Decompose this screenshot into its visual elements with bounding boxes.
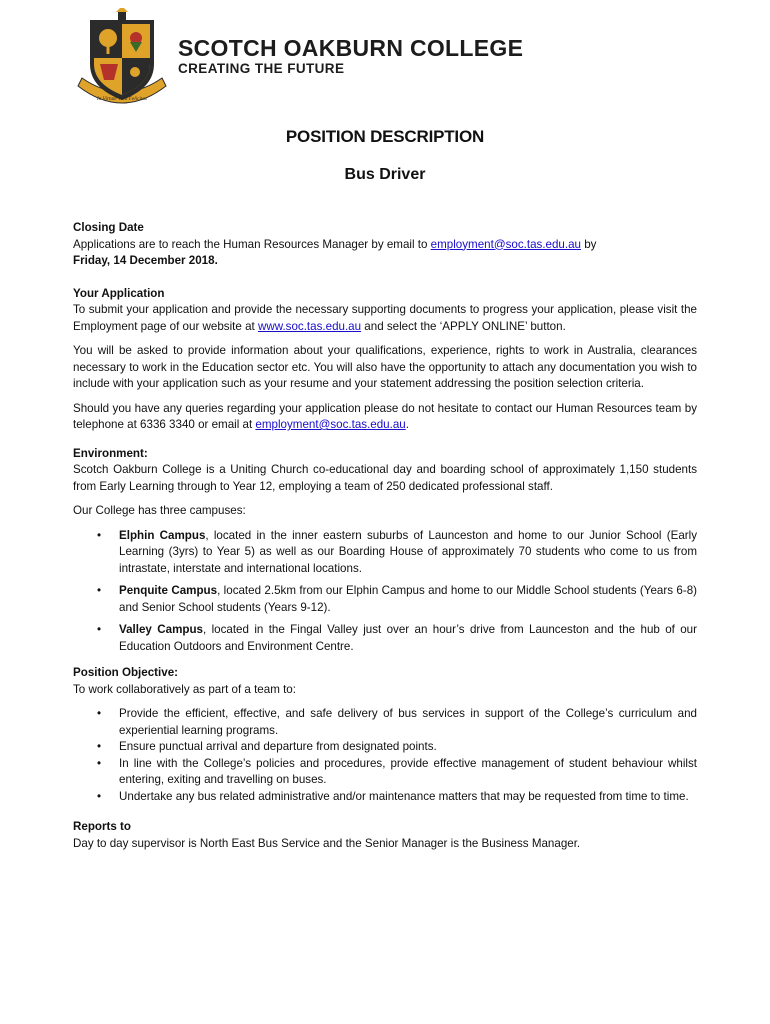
list-item <box>73 622 697 655</box>
closing-date-heading: Closing Date <box>73 221 144 234</box>
college-tagline: CREATING THE FUTURE <box>178 61 345 76</box>
campus-description: , located in the inner eastern suburbs of Launceston and home to our Junior School (Early Learning (3yrs) to Year 5) as well as our Boarding House of approximately 70 students who come to us from intrastate, interstate and international locations. <box>119 528 698 575</box>
environment-heading: Environment: <box>73 446 148 460</box>
application-paragraph-3 <box>73 401 697 434</box>
reports-heading: Reports to <box>73 820 131 833</box>
employment-email-link[interactable]: employment@soc.tas.edu.au <box>430 237 582 251</box>
list-item <box>73 583 697 616</box>
application-p3-before: Should you have any queries regarding your application please do not hesitate to contact our Human Resources team by telephone at 6336 3340 or email at <box>73 401 697 431</box>
application-p3-after: . <box>405 418 409 431</box>
environment-section <box>73 446 697 496</box>
reports-section <box>73 819 697 852</box>
campus-name: Valley Campus <box>119 623 203 636</box>
application-p1-after: and select the ‘APPLY ONLINE’ button. <box>361 319 566 333</box>
application-paragraph-1 <box>73 302 697 335</box>
list-item <box>73 528 697 578</box>
college-crest-logo <box>72 8 172 112</box>
campus-name: Elphin Campus <box>119 528 206 542</box>
college-wordmark <box>178 36 523 76</box>
contact-email-link[interactable]: employment@soc.tas.edu.au <box>255 418 406 431</box>
campus-description: , located 2.5km from our Elphin Campus and home to our Middle School students (Years 6-8) and Senior School students (Years 9-12). <box>119 584 697 614</box>
list-item: • In line with the College’s policies and procedures, provide effective management of student behaviour whilst entering, exiting and travelling on buses. <box>73 756 697 789</box>
list-item: • Ensure punctual arrival and departure from designated points. <box>73 739 697 756</box>
closing-text-after: by <box>581 237 597 251</box>
objective-heading: Position Objective: <box>73 666 179 679</box>
objective-list <box>73 706 697 805</box>
environment-paragraph-2: Our College has three campuses: <box>73 504 246 517</box>
application-paragraph-2: You will be asked to provide information about your qualifications, experience, rights to work in Australia, clearances necessary to work in the Education sector etc. You will also have the opportunity to attach any documentation you wish to include with your application such as your resume and your statement addressing the position selection criteria. <box>73 344 697 390</box>
position-title: Bus Driver <box>344 166 426 183</box>
application-heading: Your Application <box>73 286 165 300</box>
svg-text:In Virtute Vera Felicitas: In Virtute Vera Felicitas <box>97 96 147 102</box>
closing-date-value: Friday, 14 December 2018. <box>73 254 218 267</box>
objective-section <box>73 665 697 698</box>
list-item: • Undertake any bus related administrative and/or maintenance matters that may be requested from time to time. <box>73 789 697 806</box>
closing-date-section <box>73 220 697 270</box>
campus-description: , located in the Fingal Valley just over an hour’s drive from Launceston and the hub of our Education Outdoors and Environment Centre. <box>119 623 697 653</box>
application-section <box>73 286 697 336</box>
website-link[interactable]: www.soc.tas.edu.au <box>257 319 362 333</box>
closing-text-before: Applications are to reach the Human Resources Manager by email to <box>73 237 431 251</box>
application-p1-before: To submit your application and provide the necessary supporting documents to progress your application, please visit the Employment page of our website at <box>73 303 697 333</box>
campus-name: Penquite Campus <box>119 584 218 597</box>
environment-paragraph-1: Scotch Oakburn College is a Uniting Church co-educational day and boarding school of approximately 1,150 students from Early Learning through to Year 12, employing a team of 250 dedicated professional staff. <box>73 463 697 493</box>
list-item: • Provide the efficient, effective, and safe delivery of bus services in support of the College’s curriculum and experiential learning programs. <box>73 706 697 739</box>
college-name: SCOTCH OAKBURN COLLEGE <box>178 35 524 61</box>
page-title: POSITION DESCRIPTION <box>285 127 485 146</box>
objective-intro: To work collaboratively as part of a team to: <box>73 682 296 696</box>
campus-list <box>73 528 697 656</box>
document-body <box>73 220 697 860</box>
closing-date-text <box>73 237 697 254</box>
reports-text: Day to day supervisor is North East Bus Service and the Senior Manager is the Business Manager. <box>73 836 581 850</box>
